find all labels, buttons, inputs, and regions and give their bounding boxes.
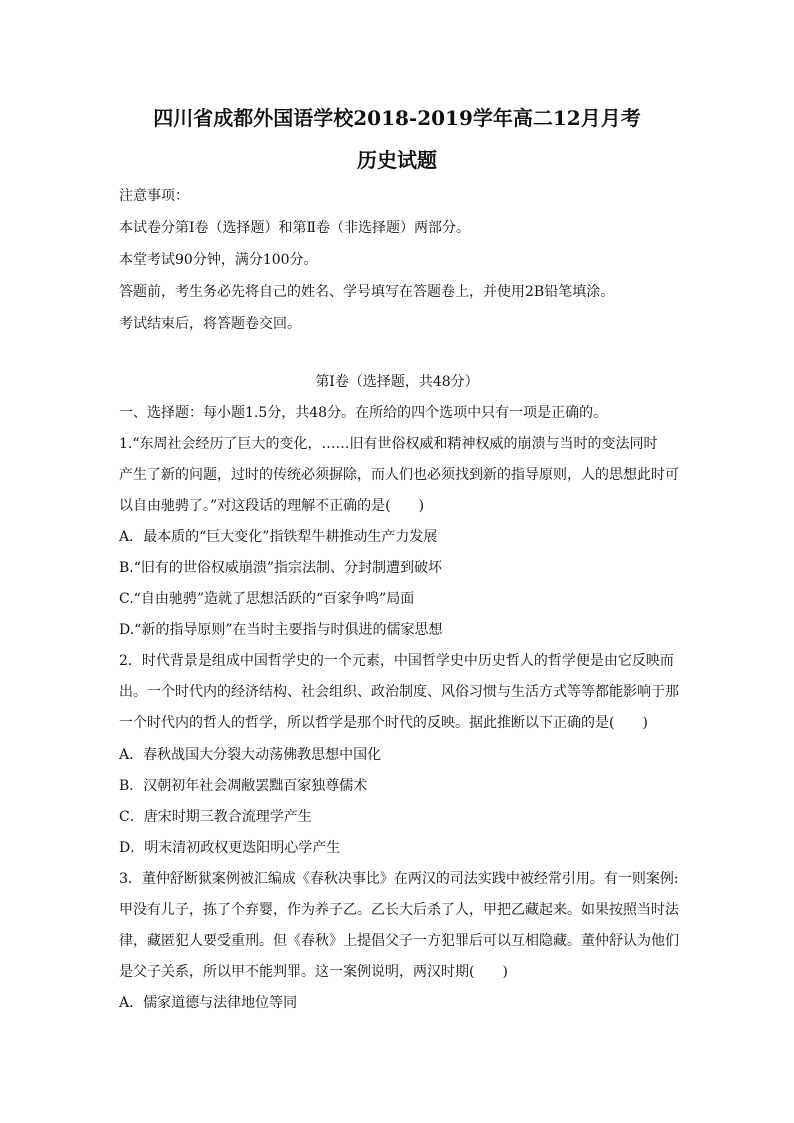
document-title: 四川省成都外国语学校2018-2019学年高二12月月考 [153,106,641,130]
option-a: A．最本质的“巨大变化”指铁犁牛耕推动生产力发展 [119,529,438,545]
option-c: C．唐宋时期三教合流理学产生 [119,809,312,825]
question-stem: 甲没有儿子，拣了个弃婴，作为养子乙。乙长大后杀了人，甲把乙藏起来。如果按照当时法 [119,902,679,918]
document-subtitle: 历史试题 [357,148,437,172]
option-c: C.“自由驰骋”造就了思想活跃的“百家争鸣”局面 [119,591,415,607]
notice-item: 本试卷分第Ⅰ卷（选择题）和第Ⅱ卷（非选择题）两部分。 [119,220,471,236]
question-stem: 产生了新的问题，过时的传统必须摒除，而人们也必须找到新的指导原则，人的思想此时可 [119,467,679,483]
question-stem: 出。一个时代内的经济结构、社会组织、政治制度、风俗习惯与生活方式等等都能影响于那 [119,684,679,700]
option-a: A．春秋战国大分裂大动荡佛教思想中国化 [119,747,382,763]
question-stem: 2．时代背景是组成中国哲学史的一个元素，中国哲学史中历史哲人的哲学便是由它反映而 [119,653,674,669]
question-stem: 是父子关系，所以甲不能判罪。这一案例说明，两汉时期( ) [119,964,508,980]
section-title: 第Ⅰ卷（选择题，共48分） [315,374,479,390]
option-d: D.“新的指导原则”在当时主要指与时俱进的儒家思想 [119,622,443,638]
option-b: B．汉朝初年社会凋敝罢黜百家独尊儒术 [119,778,368,794]
option-a: A．儒家道德与法律地位等同 [119,995,298,1011]
notice-heading: 注意事项： [119,188,189,204]
question-stem: 以自由驰骋了。”对这段话的理解不正确的是( ) [119,498,425,514]
notice-item: 本堂考试90分钟，满分100分。 [119,252,318,268]
question-stem: 律，藏匿犯人要受重刑。但《春秋》上提倡父子一方犯罪后可以互相隐藏。董仲舒认为他们 [119,933,679,949]
option-d: D．明末清初政权更迭阳明心学产生 [119,840,341,856]
question-stem: 3．董仲舒断狱案例被汇编成《春秋决事比》在两汉的司法实践中被经常引用。有一则案例: [119,871,679,887]
section-instruction: 一、选择题：每小题1.5分，共48分。在所给的四个选项中只有一项是正确的。 [119,405,608,421]
option-b: B.“旧有的世俗权威崩溃”指宗法制、分封制遭到破坏 [119,560,443,576]
notice-item: 考试结束后，将答题卷交回。 [119,316,301,332]
question-stem: 一个时代内的哲人的哲学，所以哲学是那个时代的反映。据此推断以下正确的是( ) [119,715,648,731]
question-stem: 1.“东周社会经历了巨大的变化，……旧有世俗权威和精神权威的崩溃与当时的变法同时 [119,436,658,452]
notice-item: 答题前，考生务必先将自己的姓名、学号填写在答题卷上，并使用2B铅笔填涂。 [119,284,615,300]
